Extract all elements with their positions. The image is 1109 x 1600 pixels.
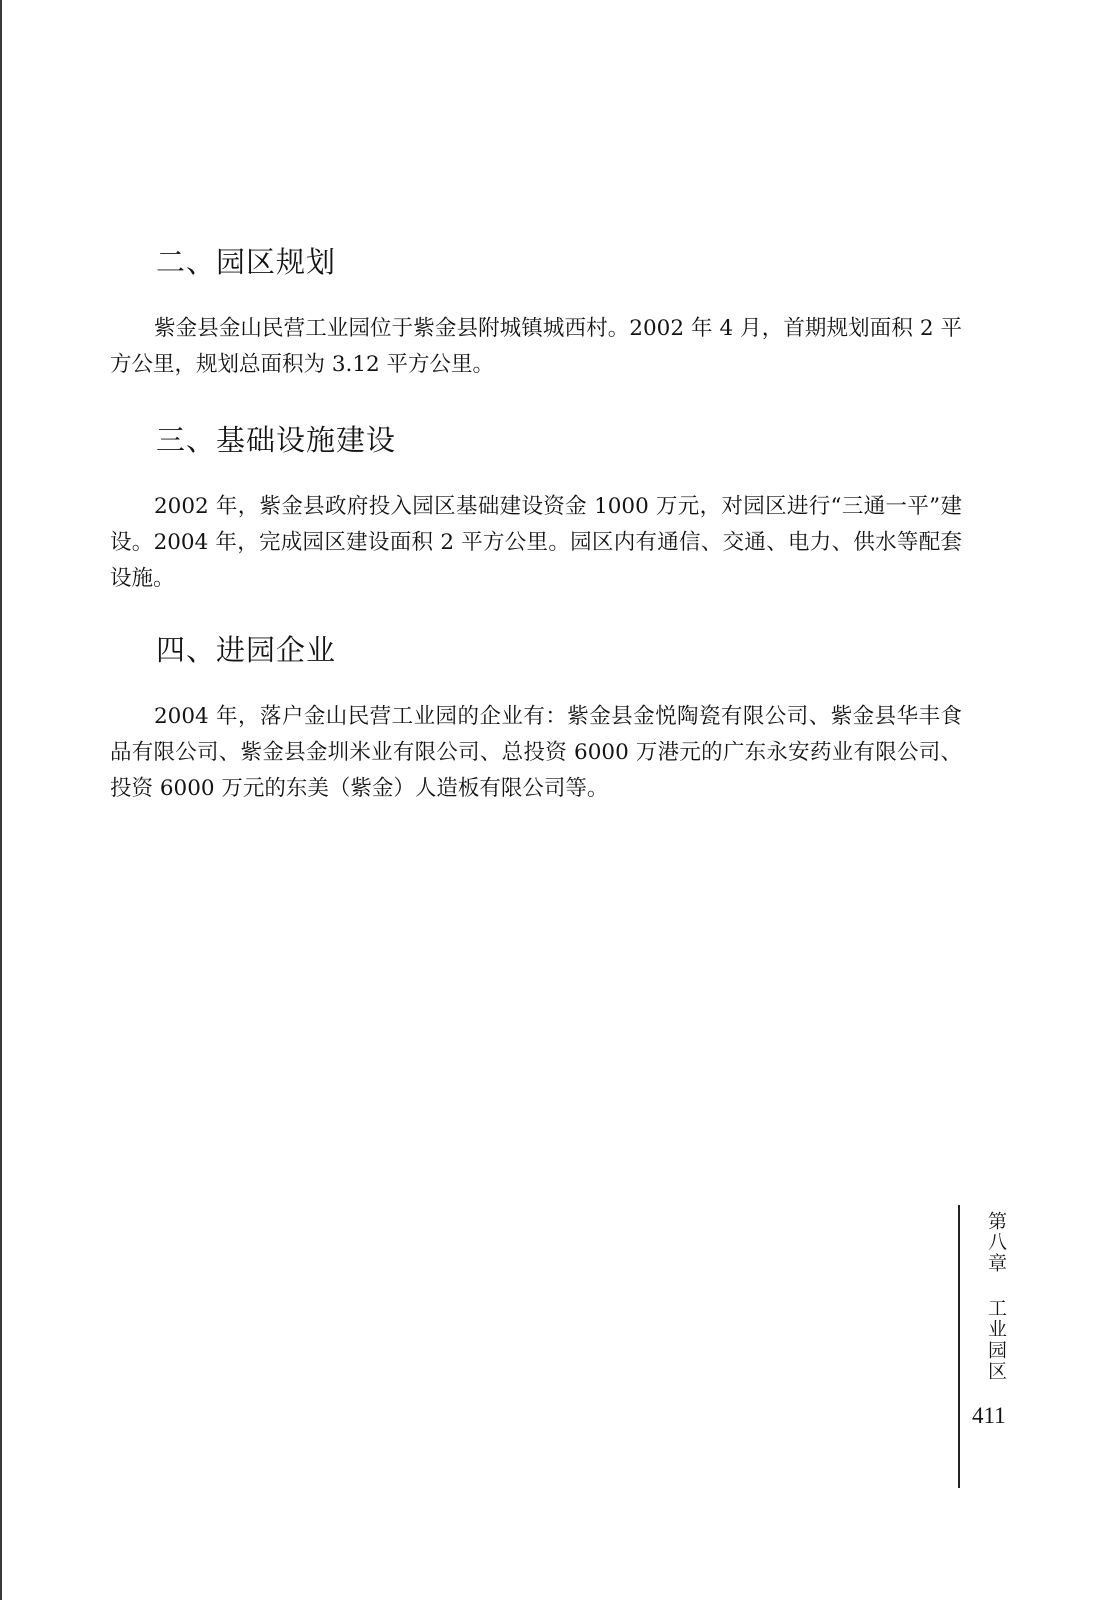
- chapter-side-tab: [958, 1205, 1008, 1488]
- section-body-park-planning: 紫金县金山民营工业园位于紫金县附城镇城西村。2002 年 4 月，首期规划面积 2 平方公里，规划总面积为 3.12 平方公里。: [110, 316, 962, 377]
- section-heading-enterprises: 四、进园企业: [156, 633, 337, 667]
- section-label: 工业园区: [985, 1298, 1007, 1382]
- chapter-label: 第八章: [985, 1211, 1007, 1274]
- page-number: 411: [972, 1403, 1006, 1428]
- section-heading-infrastructure: 三、基础设施建设: [156, 423, 397, 457]
- section-heading-park-planning: 二、园区规划: [156, 245, 337, 279]
- section-body-infrastructure: 2002 年，紫金县政府投入园区基础建设资金 1000 万元，对园区进行“三通一平”建设。2004 年，完成园区建设面积 2 平方公里。园区内有通信、交通、电力、供水等配套设施。: [110, 494, 962, 591]
- page-binding-edge: [0, 0, 2, 1600]
- section-body-enterprises: 2004 年，落户金山民营工业园的企业有：紫金县金悦陶瓷有限公司、紫金县华丰食品有限公司、紫金县金圳米业有限公司、总投资 6000 万港元的广东永安药业有限公司、投资 6000 万元的东美（紫金）人造板有限公司等。: [110, 704, 962, 801]
